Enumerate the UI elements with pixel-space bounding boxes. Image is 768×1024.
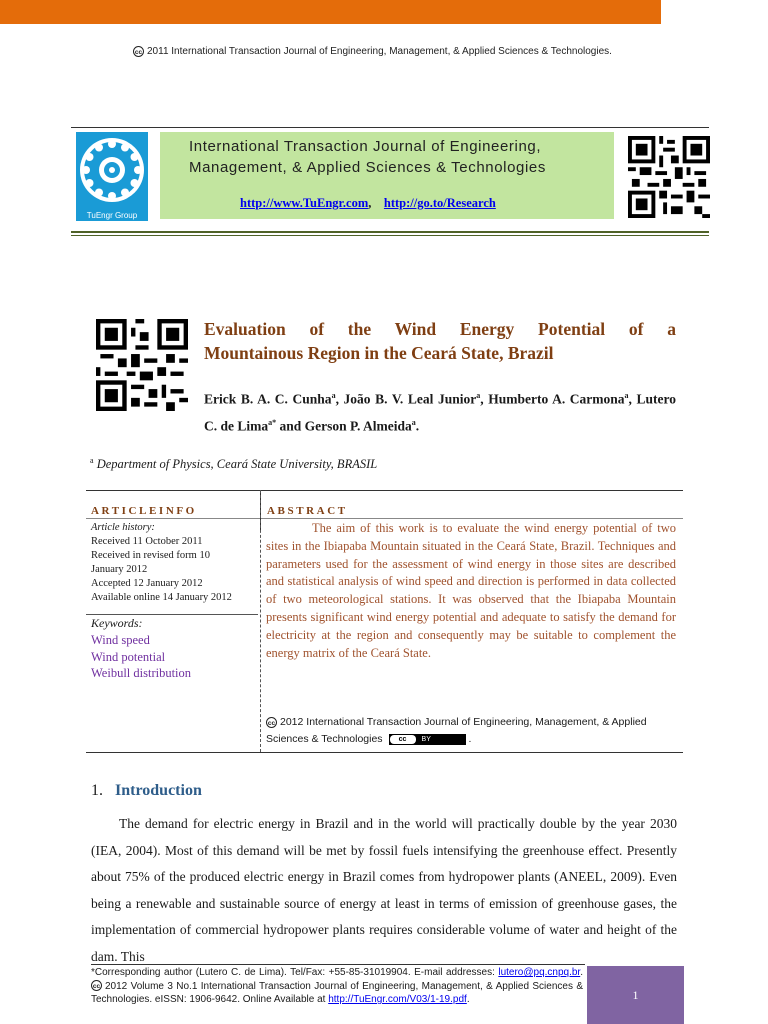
author-name: Humberto A. Carmona [488, 391, 625, 407]
keyword-item: Wind potential [91, 649, 166, 664]
footnote-rule [91, 964, 585, 965]
pdf-url-link[interactable]: http://TuEngr.com/V03/1-19.pdf [328, 994, 467, 1005]
header-copyright: cc 2011 International Transaction Journal of Engineering, Management, & Applied Sciences & Technologies. [134, 46, 612, 58]
abstract-copyright: cc 2012 International Transaction Journal of Engineering, Management, & Applied Sciences & Technologies cc BY . [266, 716, 647, 745]
author-name: Lutero C. de Lima [204, 391, 677, 433]
info-column-divider [260, 490, 261, 752]
footnote: *Corresponding author (Lutero C. de Lima). Tel/Fax: +55-85-31019904. E-mail addresses: lutero@pq.cnpq.br. cc 2012 Volume 3 No.1 International Transaction Journal of Engineering, Management, & Applied Sciences & Technologies. eISSN: 1906-9642. Online Available at http://TuEngr.com/V03/1-19.pdf. [91, 967, 583, 1005]
keywords-label: Keywords: [91, 616, 143, 630]
email-link[interactable]: lutero@pq.cnpq.br [498, 967, 581, 978]
paper-title: Evaluation of the Wind Energy Potential of a Mountainous Region in the Ceará State, Brazil [204, 319, 676, 363]
section-heading-introduction: 1. Introduction [91, 782, 202, 799]
paper-qr-code-icon [96, 319, 188, 411]
journal-qr-code-icon [628, 136, 710, 218]
article-info-heading: ARTICLEINFO [91, 505, 197, 517]
author-name: João B. V. Leal Junior [343, 391, 477, 407]
header-top-rule [71, 127, 709, 128]
info-bottom-rule [86, 752, 683, 753]
logo-caption: TuEngr Group [86, 211, 138, 220]
tuengr-logo [76, 132, 148, 221]
journal-title: International Transaction Journal of Engineering, Management, & Applied Sciences & Technologies [189, 138, 546, 176]
copyright-cc-icon: cc [133, 46, 144, 57]
info-top-rule [86, 490, 683, 491]
page-number: 1 [587, 966, 684, 1024]
cc-by-license-icon: cc BY [389, 734, 466, 745]
journal-banner [160, 132, 614, 219]
top-accent-bar [0, 0, 661, 24]
abstract-heading: ABSTRACT [267, 505, 348, 517]
tuengr-link[interactable]: http://www.TuEngr.com [240, 196, 369, 210]
keywords-rule [86, 614, 258, 615]
copyright-cc-icon: cc [266, 717, 277, 728]
header-bottom-rule-thin [71, 235, 709, 236]
header-bottom-rule [71, 231, 709, 233]
affiliation: $^a$ Department of Physics, Ceará State University, BRASIL [90, 456, 378, 472]
abstract-text: The aim of this work is to evaluate the wind energy potential of two sites in the Ibiapaba Mountain situated in the Ceará State, Brazil. Techniques and parameters used for the assessment of wind energy in those sites are described and statistical analysis of wind speed and direction is performed in data collected of two meteorological stations. It was observed that the Ibiapaba Mountain presents significant wind energy potential and adequate to satisfy the demand for electricity at the region and consequently may be suitable to complement the energy matrix of the Ceará State. [266, 521, 676, 660]
info-header-rule [86, 518, 683, 519]
wheel-logo-icon [76, 132, 148, 210]
keyword-item: Weibull distribution [91, 666, 192, 680]
author-name: Gerson P. Almeida [304, 418, 412, 433]
copyright-cc-icon: cc [91, 980, 102, 991]
author-name: Erick B. A. C. Cunha [204, 391, 332, 407]
author-list: Erick B. A. C. Cunha$^a$, João B. V. Leal Junior$^a$, Humberto A. Carmona$^a$, Lutero C. de Lima$^{a*}$ and Gerson P. Almeida$^a$. [204, 391, 677, 433]
keyword-list [91, 632, 191, 682]
journal-links: http://www.TuEngr.com, http://go.to/Research [240, 196, 496, 210]
introduction-body: The demand for electric energy in Brazil and in the world will practically double by the year 2030 (IEA, 2004). Most of this demand will be met by fossil fuels intensifying the greenhouse effect. Presently about 75% of the produced electric energy in Brazil comes from hydropower plants (ANEEL, 2009). Even being a renewable and sustainable source of energy at least in terms of emission of greenhouse gases, the implementation of commercial hydropower plants requires considerable volume of water and height of the dam. This [91, 816, 677, 964]
keyword-item: Wind speed [91, 633, 150, 647]
research-link[interactable]: http://go.to/Research [383, 196, 496, 210]
article-history: Article history: Received 11 October 2011 Received in revised form 10 January 2012 Accepted 12 January 2012 Available online 14 January 2012 [91, 522, 232, 603]
